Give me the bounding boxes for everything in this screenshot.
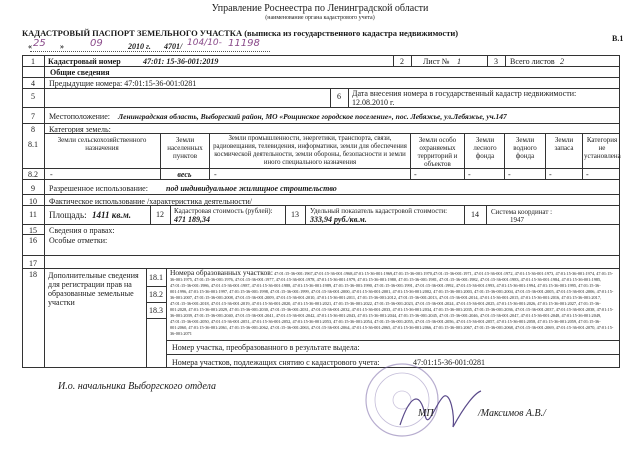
row-18-number: 18 bbox=[29, 270, 37, 279]
row-18-3-number: 18.3 bbox=[149, 306, 163, 315]
location-label: Местоположение: bbox=[49, 112, 110, 121]
row-13-number: 13 bbox=[291, 210, 299, 219]
category-value-settlements: весь bbox=[177, 170, 192, 179]
row-10-number: 10 bbox=[29, 197, 37, 206]
row-18-2-number: 18.2 bbox=[149, 290, 163, 299]
actual-use-label: Фактическое использование /характеристика деятельности/ bbox=[49, 197, 252, 206]
document-title: КАДАСТРОВЫЙ ПАСПОРТ ЗЕМЕЛЬНОГО УЧАСТКА (выписка из государственного кадастра недвижимости) bbox=[22, 28, 459, 38]
category-value-forest: - bbox=[468, 170, 471, 179]
category-header-agricultural: Земли сельскохозяйственного назначения bbox=[57, 136, 147, 152]
row-8-1-number: 8.1 bbox=[28, 140, 38, 149]
row-1-number: 1 bbox=[31, 57, 35, 66]
entry-date-value: 12.08.2010 г. bbox=[352, 98, 395, 107]
date-day: 25 bbox=[33, 38, 46, 49]
date-year: 2010 г. bbox=[128, 42, 151, 51]
category-header-protected: Земли особо охраняемых территорий и объектов bbox=[417, 136, 458, 168]
stamp-mark: МП bbox=[418, 408, 434, 419]
total-sheets-label: Всего листов bbox=[510, 57, 555, 66]
category-value-reserve: - bbox=[549, 170, 552, 179]
sheet-label: Лист № bbox=[423, 57, 450, 66]
category-header-industry: Земли промышленности, энергетики, транспорта, связи, радиовещания, телевидения, информатики, земли для обеспечения космической деятельности, земли обороны, безопасности и земли иного специального назначения bbox=[213, 135, 407, 166]
category-header-water: Земли водного фонда bbox=[513, 136, 537, 160]
category-header-settlements: Земли населенных пунктов bbox=[167, 136, 203, 160]
area-label: Площадь: bbox=[49, 210, 87, 220]
specific-value: 333,94 руб./кв.м. bbox=[310, 215, 367, 224]
additional-info-label: Дополнительные сведения для регистрации прав на образованные земельные участки bbox=[48, 271, 139, 307]
special-marks-label: Особые отметки: bbox=[49, 236, 108, 245]
row-4-number: 4 bbox=[31, 79, 35, 88]
form-code: В.1 bbox=[612, 34, 624, 43]
signature bbox=[395, 385, 485, 435]
category-value-not-set: - bbox=[586, 170, 589, 179]
number-prefix: 4701/ bbox=[164, 42, 183, 51]
row-18-1-number: 18.1 bbox=[149, 273, 163, 282]
cadastral-number-value: 47:01: 15-36-001:2019 bbox=[143, 57, 219, 66]
number-tail: 11198 bbox=[228, 38, 260, 49]
date-mid: » bbox=[60, 42, 64, 51]
date-prefix: « bbox=[28, 42, 32, 51]
number-handwritten: 104/10- bbox=[187, 38, 222, 48]
cadastral-value: 471 189,34 bbox=[174, 215, 210, 224]
category-value-water: - bbox=[508, 170, 511, 179]
category-header-forest: Земли лесного фонда bbox=[473, 136, 497, 160]
coordinate-system-label: Система координат : bbox=[491, 208, 553, 216]
row-15-number: 15 bbox=[29, 226, 37, 235]
area-value: 1411 кв.м. bbox=[92, 210, 132, 220]
row-17-number: 17 bbox=[29, 259, 37, 268]
previous-numbers: Предыдущие номера: 47:01:15-36-001:0281 bbox=[49, 79, 197, 88]
formed-plots-list: 47:01:15-36-001:1967,47:01:15-36-001:1968,47:01:15-36-001:1969,47:01:15-36-001:1970,47:01:15-36-001:1971, 47:01:15-36-001:1972, 47:01:15-36-001:1973, 47:01:15-36-001:1974, 47:01:15-36-001:1975, 47:01:15-36-001:1976, 47:01:15-36-001:1977, 47:01:15-36-001:1978, 47:01:15-36-001:1979, 47:01:15-36-001:1980, 47:01:15-36-001:1981, 47:01:15-36-001:1982, 47:01:15-36-001:1983, 47:01:15-36-001:1984, 47:01:15-36-001:1985, 47:01:15-36-001:1986, 47:01:15-36-001:1987, 47:01:15-36-001:1988, 47:01:15-36-001:1989, 47:01:15-36-001:1990, 47:01:15-36-001:1991, 47:01:15-36-001:1992, 47:01:15-36-001:1993, 47:01:15-36-001:1994, 47:01:15-36-001:1995, 47:01:15-36-001:1996, 47:01:15-36-001:1997, 47:01:15-36-001:1998, 47:01:15-36-001:1999, 47:01:15-36-001:2000, 47:01:15-36-001:2001, 47:01:15-36-001:2002, 47:01:15-36-001:2003, 47:01:15-36-001:2004, 47:01:15-36-001:2005, 47:01:15-36-001:2006, 47:01:15-36-001:2007, 47:01:15-36-001:2008, 47:01:15-36-001:2009, 47:01:15-36-001:2010, 47:01:15-36-001:2011, 47:01:15-36-001:2012, 47:01:15-36-001:2013, 47:01:15-36-001:2014, 47:01:15-36-001:2015, 47:01:15-36-001:2016, 47:01:15-36-001:2017, 47:01:15-36-001:2018, 47:01:15-36-001:2019, 47:01:15-36-001:2020, 47:01:15-36-001:2021, 47:01:15-36-001:2022, 47:01:15-36-001:2023, 47:01:15-36-001:2024, 47:01:15-36-001:2025, 47:01:15-36-001:2026, 47:01:15-36-001:2027, 47:01:15-36-001:2028, 47:01:15-36-001:2029, 47:01:15-36-001:2030, 47:01:15-36-001:2031, 47:01:15-36-001:2032, 47:01:15-36-001:2033, 47:01:15-36-001:2034, 47:01:15-36-001:2035, 47:01:15-36-001:2036, 47:01:15-36-001:2037, 47:01:15-36-001:2038, 47:01:15-36-001:2039, 47:01:15-36-001:2040, 47:01:15-36-001:2041, 47:01:15-36-001:2042, 47:01:15-36-001:2043, 47:01:15-36-001:2044, 47:01:15-36-001:2045, 47:01:15-36-001:2046, 47:01:15-36-001:2047, 47:01:15-36-001:2048, 47:01:15-36-001:2049, 47:01:15-36-001:2050, 47:01:15-36-001:2051, 47:01:15-36-001:2052, 47:01:15-36-001:2053, 47:01:15-36-001:2054, 47:01:15-36-001:2055, 47:01:15-36-001:2056, 47:01:15-36-001:2057, 47:01:15-36-001:2058, 47:01:15-36-001:2059, 47:01:15-36-001:2060, 47:01:15-36-001:2061, 47:01:15-36-001:2062, 47:01:15-36-001:2063, 47:01:15-36-001:2064, 47:01:15-36-001:2065, 47:01:15-36-001:2066, 47:01:15-36-001:2067, 47:01:15-36-001:2068, 47:01:15-36-001:2069, 47:01:15-36-001:2070, 47:01:15-36-001:2071 bbox=[170, 271, 614, 336]
signer-name: /Максимов А.В./ bbox=[478, 408, 546, 419]
formed-plots-block bbox=[170, 270, 616, 337]
row-5-number: 5 bbox=[31, 92, 35, 101]
row-14-number: 14 bbox=[471, 210, 479, 219]
category-header-not-set: Категория не установлена bbox=[584, 136, 621, 160]
permitted-use-label: Разрешенное использование: bbox=[49, 184, 148, 193]
location-value: Ленинградская область, Выборгский район, МО «Рощинское городское поселение», пос. Лебяжье, ул.Лебяжье, уч.147 bbox=[118, 112, 507, 121]
cadastral-number-label: Кадастровый номер bbox=[48, 57, 121, 66]
row-11-number: 11 bbox=[29, 210, 37, 219]
sheet-field-number: 2 bbox=[400, 57, 404, 66]
removal-value: 47:01:15-36-001:0281 bbox=[413, 358, 485, 367]
row-6-number: 6 bbox=[337, 92, 341, 101]
land-category-label: Категория земель: bbox=[49, 125, 111, 134]
category-value-industry: - bbox=[214, 170, 217, 179]
row-12-number: 12 bbox=[156, 210, 164, 219]
coordinate-system-value: 1947 bbox=[510, 216, 524, 224]
total-sheets-value: 2 bbox=[560, 57, 564, 66]
org-subtitle: (наименование органа кадастрового учета) bbox=[265, 15, 375, 21]
date-underline bbox=[30, 51, 270, 52]
row-8-2-number: 8.2 bbox=[28, 170, 38, 179]
entry-date-label: Дата внесения номера в государственный кадастр недвижимости: bbox=[352, 89, 577, 98]
removal-label: Номера участков, подлежащих снятию с кадастрового учета: bbox=[172, 358, 380, 367]
sheet-value: 1 bbox=[457, 57, 461, 66]
date-month: 09 bbox=[90, 38, 103, 49]
row-9-number: 9 bbox=[31, 184, 35, 193]
row-7-number: 7 bbox=[31, 112, 35, 121]
category-value-agricultural: - bbox=[50, 170, 53, 179]
total-field-number: 3 bbox=[494, 57, 498, 66]
row-8-number: 8 bbox=[31, 125, 35, 134]
org-name: Управление Роснеестра по Ленинградской области bbox=[211, 3, 429, 14]
category-header-reserve: Земли запаса bbox=[554, 136, 574, 152]
rights-label: Сведения о правах: bbox=[49, 226, 115, 235]
specific-value-label: Удельный показатель кадастровой стоимости: bbox=[310, 207, 448, 215]
row-16-number: 16 bbox=[29, 236, 37, 245]
transformed-plot-label: Номер участка, преобразованного в результате выдела: bbox=[172, 343, 360, 352]
permitted-use-value: под индивидуальное жилищное строительство bbox=[166, 184, 337, 193]
general-info-heading: Общие сведения bbox=[50, 68, 110, 77]
official-position: И.о. начальника Выборгского отдела bbox=[58, 381, 217, 392]
category-value-protected: - bbox=[414, 170, 417, 179]
formed-plots-label: Номера образованных участков: bbox=[170, 268, 273, 277]
cadastral-value-label: Кадастровая стоимость (рублей): bbox=[174, 207, 273, 215]
